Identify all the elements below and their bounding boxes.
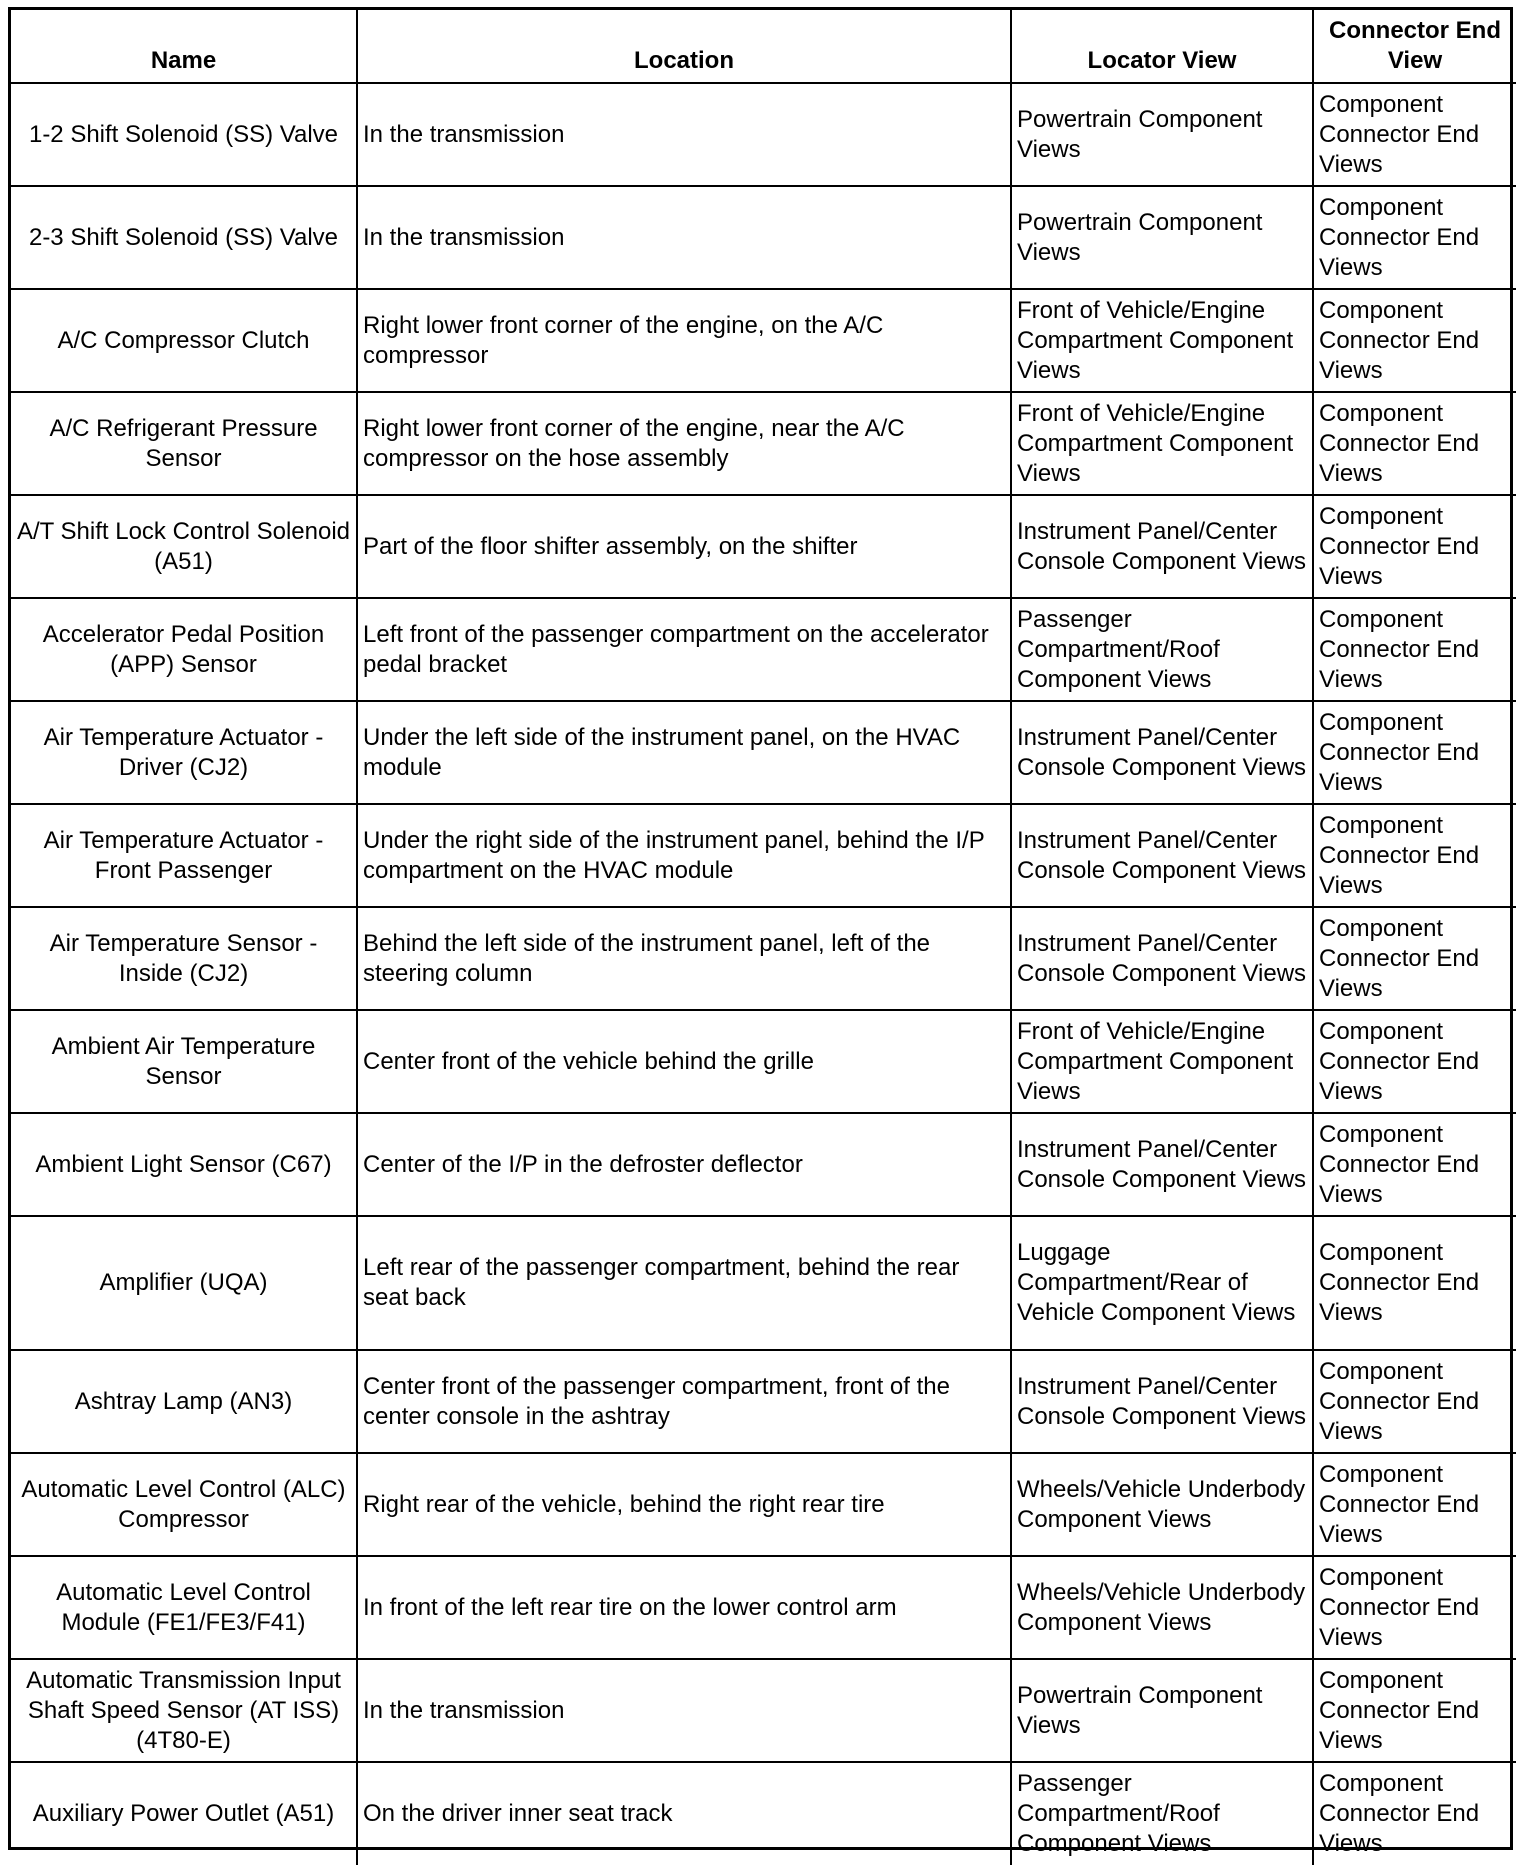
cell-name: A/C Refrigerant Pressure Sensor	[11, 392, 357, 495]
cell-connector-end-view: Component Connector End Views	[1313, 701, 1516, 804]
cell-locator-view: Instrument Panel/Center Console Component Views	[1011, 1113, 1313, 1216]
cell-location: Part of the floor shifter assembly, on the shifter	[357, 495, 1011, 598]
cell-locator-view: Instrument Panel/Center Console Component Views	[1011, 1350, 1313, 1453]
cell-connector-end-view: Component Connector End Views	[1313, 1350, 1516, 1453]
cell-location: In the transmission	[357, 83, 1011, 186]
table-row	[11, 804, 1516, 907]
cell-location: Behind the left side of the instrument panel, left of the steering column	[357, 907, 1011, 1010]
cell-locator-view: Powertrain Component Views	[1011, 83, 1313, 186]
cell-locator-view: Powertrain Component Views	[1011, 1659, 1313, 1762]
table-row	[11, 392, 1516, 495]
table-row	[11, 289, 1516, 392]
cell-name: 1-2 Shift Solenoid (SS) Valve	[11, 83, 357, 186]
table-row	[11, 1113, 1516, 1216]
table-header-row	[11, 10, 1516, 83]
cell-name: Air Temperature Actuator - Driver (CJ2)	[11, 701, 357, 804]
cell-connector-end-view: Component Connector End Views	[1313, 289, 1516, 392]
cell-connector-end-view: Component Connector End Views	[1313, 186, 1516, 289]
table-row	[11, 186, 1516, 289]
cell-name: Air Temperature Sensor - Inside (CJ2)	[11, 907, 357, 1010]
cell-location: In the transmission	[357, 186, 1011, 289]
table-row	[11, 1762, 1516, 1865]
cell-locator-view: Luggage Compartment/Rear of Vehicle Component Views	[1011, 1216, 1313, 1350]
cell-connector-end-view: Component Connector End Views	[1313, 1453, 1516, 1556]
cell-connector-end-view: Component Connector End Views	[1313, 1010, 1516, 1113]
cell-connector-end-view: Component Connector End Views	[1313, 598, 1516, 701]
cell-name: Automatic Level Control (ALC) Compressor	[11, 1453, 357, 1556]
table-row	[11, 1010, 1516, 1113]
cell-connector-end-view: Component Connector End Views	[1313, 1113, 1516, 1216]
table-row	[11, 1453, 1516, 1556]
cell-location: Center front of the passenger compartment, front of the center console in the ashtray	[357, 1350, 1011, 1453]
cell-location: Under the right side of the instrument panel, behind the I/P compartment on the HVAC module	[357, 804, 1011, 907]
table-row	[11, 83, 1516, 186]
cell-connector-end-view: Component Connector End Views	[1313, 804, 1516, 907]
cell-locator-view: Front of Vehicle/Engine Compartment Component Views	[1011, 289, 1313, 392]
cell-connector-end-view: Component Connector End Views	[1313, 907, 1516, 1010]
cell-connector-end-view: Component Connector End Views	[1313, 1659, 1516, 1762]
cell-connector-end-view: Component Connector End Views	[1313, 1762, 1516, 1865]
table-row	[11, 1659, 1516, 1762]
cell-name: Accelerator Pedal Position (APP) Sensor	[11, 598, 357, 701]
cell-locator-view: Instrument Panel/Center Console Component Views	[1011, 804, 1313, 907]
cell-location: Right rear of the vehicle, behind the right rear tire	[357, 1453, 1011, 1556]
cell-connector-end-view: Component Connector End Views	[1313, 83, 1516, 186]
cell-locator-view: Passenger Compartment/Roof Component Views	[1011, 598, 1313, 701]
cell-name: Auxiliary Power Outlet (A51)	[11, 1762, 357, 1865]
cell-connector-end-view: Component Connector End Views	[1313, 392, 1516, 495]
cell-name: Amplifier (UQA)	[11, 1216, 357, 1350]
column-header-connector-end-view: Connector End View	[1313, 10, 1516, 83]
cell-name: Automatic Level Control Module (FE1/FE3/F41)	[11, 1556, 357, 1659]
cell-location: On the driver inner seat track	[357, 1762, 1011, 1865]
cell-name: Ashtray Lamp (AN3)	[11, 1350, 357, 1453]
cell-locator-view: Instrument Panel/Center Console Component Views	[1011, 495, 1313, 598]
cell-locator-view: Powertrain Component Views	[1011, 186, 1313, 289]
cell-location: Center of the I/P in the defroster deflector	[357, 1113, 1011, 1216]
component-locator-table-container	[8, 7, 1513, 1857]
table-row	[11, 1216, 1516, 1350]
cell-location: Left rear of the passenger compartment, behind the rear seat back	[357, 1216, 1011, 1350]
cell-connector-end-view: Component Connector End Views	[1313, 495, 1516, 598]
table-row	[11, 1556, 1516, 1659]
cell-location: Under the left side of the instrument panel, on the HVAC module	[357, 701, 1011, 804]
cell-locator-view: Wheels/Vehicle Underbody Component Views	[1011, 1556, 1313, 1659]
table-row	[11, 1350, 1516, 1453]
cell-connector-end-view: Component Connector End Views	[1313, 1556, 1516, 1659]
cell-locator-view: Front of Vehicle/Engine Compartment Component Views	[1011, 1010, 1313, 1113]
cell-location: In front of the left rear tire on the lower control arm	[357, 1556, 1011, 1659]
cell-location: Right lower front corner of the engine, on the A/C compressor	[357, 289, 1011, 392]
cell-connector-end-view: Component Connector End Views	[1313, 1216, 1516, 1350]
cell-location: Center front of the vehicle behind the grille	[357, 1010, 1011, 1113]
cell-locator-view: Passenger Compartment/Roof Component Views	[1011, 1762, 1313, 1865]
cell-location: Right lower front corner of the engine, near the A/C compressor on the hose assembly	[357, 392, 1011, 495]
table-body	[11, 83, 1516, 1865]
cell-name: Ambient Air Temperature Sensor	[11, 1010, 357, 1113]
table-row	[11, 701, 1516, 804]
cell-locator-view: Instrument Panel/Center Console Component Views	[1011, 907, 1313, 1010]
cell-locator-view: Front of Vehicle/Engine Compartment Component Views	[1011, 392, 1313, 495]
cell-name: Automatic Transmission Input Shaft Speed Sensor (AT ISS) (4T80-E)	[11, 1659, 357, 1762]
cell-locator-view: Wheels/Vehicle Underbody Component Views	[1011, 1453, 1313, 1556]
cell-location: In the transmission	[357, 1659, 1011, 1762]
cell-name: Ambient Light Sensor (C67)	[11, 1113, 357, 1216]
column-header-locator-view: Locator View	[1011, 10, 1313, 83]
column-header-location: Location	[357, 10, 1011, 83]
cell-location: Left front of the passenger compartment on the accelerator pedal bracket	[357, 598, 1011, 701]
column-header-name: Name	[11, 10, 357, 83]
table-row	[11, 907, 1516, 1010]
cell-locator-view: Instrument Panel/Center Console Component Views	[1011, 701, 1313, 804]
cell-name: Air Temperature Actuator - Front Passenger	[11, 804, 357, 907]
table-row	[11, 495, 1516, 598]
table-row	[11, 598, 1516, 701]
component-locator-table	[11, 10, 1516, 1865]
cell-name: A/C Compressor Clutch	[11, 289, 357, 392]
cell-name: 2-3 Shift Solenoid (SS) Valve	[11, 186, 357, 289]
cell-name: A/T Shift Lock Control Solenoid (A51)	[11, 495, 357, 598]
